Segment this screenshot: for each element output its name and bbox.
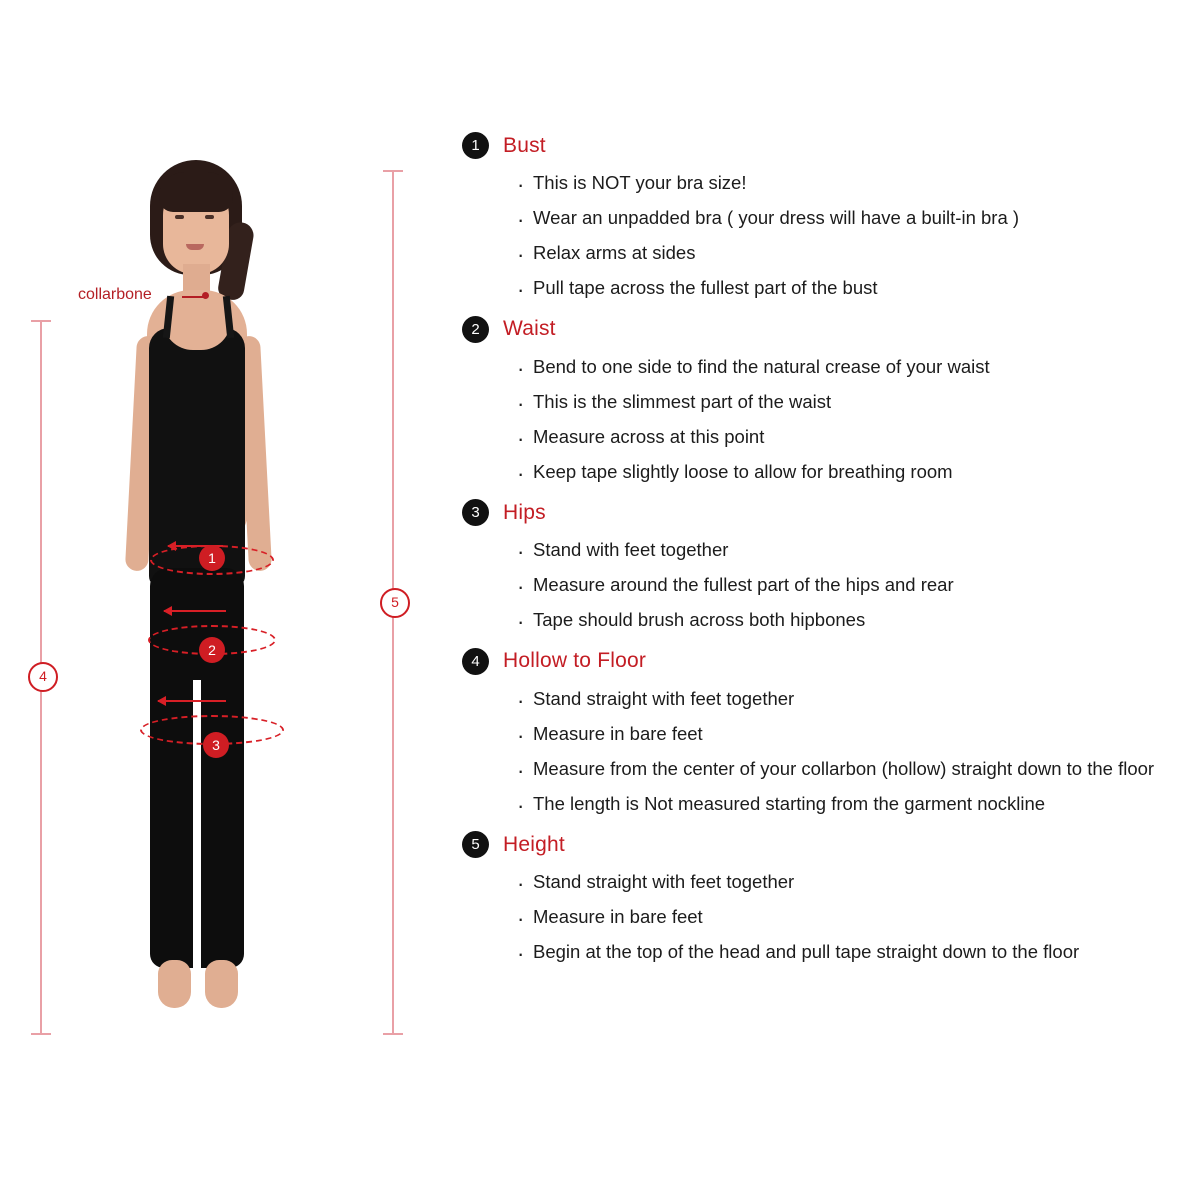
section-header <box>462 499 1192 526</box>
list-item: · Measure across at this point <box>517 419 1192 454</box>
section-number-badge: 4 <box>462 648 489 675</box>
list-item: · Measure from the center of your collarbon (hollow) straight down to the floor <box>517 751 1192 786</box>
collarbone-point <box>202 292 209 299</box>
marker-badge-2: 2 <box>199 637 225 663</box>
section-header <box>462 648 1192 675</box>
list-item: · Begin at the top of the head and pull tape straight down to the floor <box>517 934 1192 969</box>
rule-cap-bottom <box>383 1033 403 1035</box>
list-item: · Stand straight with feet together <box>517 864 1192 899</box>
section-header <box>462 831 1192 858</box>
instruction-section-hips <box>462 499 1192 637</box>
section-header <box>462 316 1192 343</box>
list-item: · Tape should brush across both hipbones <box>517 602 1192 637</box>
section-title: Waist <box>503 317 556 341</box>
figure-panel <box>0 0 450 1200</box>
bullet-list <box>517 681 1192 822</box>
hair-front <box>159 172 233 212</box>
instructions-panel <box>462 132 1192 980</box>
rule-cap-top <box>31 320 51 322</box>
bullet-list <box>517 532 1192 637</box>
waist-arrow-icon <box>164 610 226 612</box>
hips-arrow-icon <box>158 700 226 702</box>
list-item: · Pull tape across the fullest part of the bust <box>517 270 1192 305</box>
rule-cap-bottom <box>31 1033 51 1035</box>
marker-badge-3: 3 <box>203 732 229 758</box>
section-title: Height <box>503 832 565 856</box>
marker-badge-1: 1 <box>199 545 225 571</box>
list-item: · Measure in bare feet <box>517 899 1192 934</box>
section-number-badge: 5 <box>462 831 489 858</box>
section-header <box>462 132 1192 159</box>
bullet-list <box>517 864 1192 969</box>
list-item: · Wear an unpadded bra ( your dress will have a built-in bra ) <box>517 200 1192 235</box>
bullet-list <box>517 349 1192 490</box>
collarbone-leader-line <box>182 296 204 298</box>
marker-badge-4: 4 <box>28 662 58 692</box>
bullet-list <box>517 165 1192 306</box>
list-item: · The length is Not measured starting from the garment nockline <box>517 786 1192 821</box>
section-number-badge: 2 <box>462 316 489 343</box>
list-item: · Measure in bare feet <box>517 716 1192 751</box>
collarbone-label: collarbone <box>78 286 152 303</box>
marker-badge-5: 5 <box>380 588 410 618</box>
list-item: · Keep tape slightly loose to allow for breathing room <box>517 454 1192 489</box>
instruction-section-bust <box>462 132 1192 306</box>
list-item: · Stand with feet together <box>517 532 1192 567</box>
eye-right <box>205 215 214 219</box>
foot-right <box>205 960 238 1008</box>
foot-left <box>158 960 191 1008</box>
section-title: Hips <box>503 500 546 524</box>
list-item: · This is the slimmest part of the waist <box>517 384 1192 419</box>
section-title: Hollow to Floor <box>503 649 647 673</box>
list-item: · This is NOT your bra size! <box>517 165 1192 200</box>
section-title: Bust <box>503 133 546 157</box>
instruction-section-waist <box>462 316 1192 490</box>
rule-cap-top <box>383 170 403 172</box>
list-item: · Measure around the fullest part of the hips and rear <box>517 567 1192 602</box>
section-number-badge: 3 <box>462 499 489 526</box>
eye-left <box>175 215 184 219</box>
instruction-section-hollow-to-floor <box>462 648 1192 822</box>
list-item: · Stand straight with feet together <box>517 681 1192 716</box>
section-number-badge: 1 <box>462 132 489 159</box>
list-item: · Relax arms at sides <box>517 235 1192 270</box>
list-item: · Bend to one side to find the natural crease of your waist <box>517 349 1192 384</box>
instruction-section-height <box>462 831 1192 969</box>
